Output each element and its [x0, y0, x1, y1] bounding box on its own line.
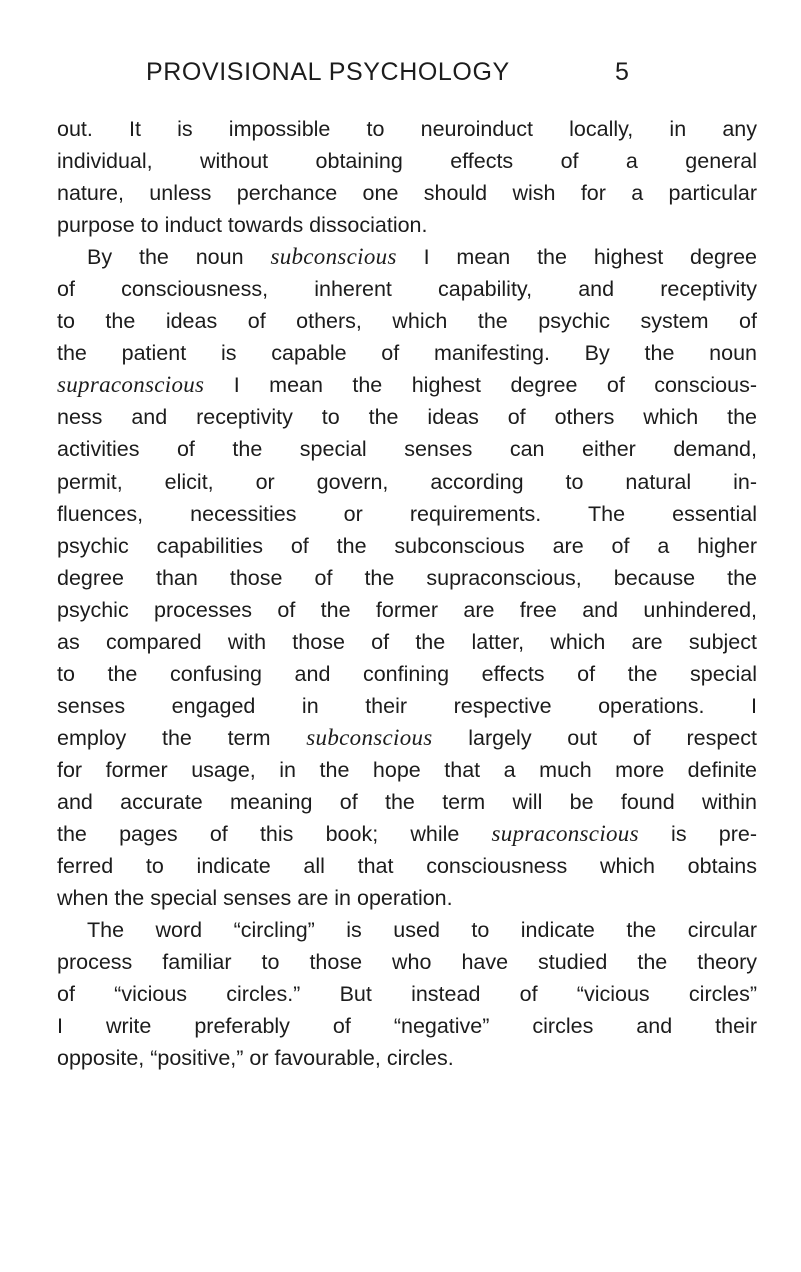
- text-line: [57, 978, 757, 1010]
- text-run: largely out of respect: [432, 725, 757, 750]
- text-line: [57, 466, 757, 498]
- text-run: degree than those of the supraconscious, because the: [57, 565, 757, 590]
- text-line: [57, 818, 757, 850]
- text-run: By the noun: [87, 245, 271, 270]
- italic-term: subconscious: [306, 724, 433, 750]
- text-run: fluences, necessities or requirements. The essential: [57, 501, 757, 526]
- text-line: [57, 882, 757, 914]
- text-run: I mean the highest degree of conscious-: [204, 373, 757, 398]
- text-run: is pre-: [638, 822, 757, 847]
- text-line: [57, 433, 757, 465]
- text-run: ness and receptivity to the ideas of others which the: [57, 405, 757, 430]
- page-number: 5: [615, 58, 630, 86]
- text-line: [57, 594, 757, 626]
- text-line: [57, 369, 757, 401]
- text-run: ferred to indicate all that consciousness which obtains: [57, 854, 757, 879]
- italic-term: subconscious: [270, 244, 397, 270]
- text-run: nature, unless perchance one should wish for a particular: [57, 181, 757, 206]
- text-run: process familiar to those who have studied the theory: [57, 950, 757, 975]
- text-run: The word “circling” is used to indicate the circular: [87, 918, 757, 943]
- text-line: [57, 690, 757, 722]
- text-line: [57, 1042, 757, 1074]
- text-run: to the confusing and confining effects of the special: [57, 661, 757, 686]
- text-line: [57, 209, 757, 241]
- text-run: the pages of this book; while: [57, 822, 492, 847]
- text-run: the patient is capable of manifesting. By the noun: [57, 341, 757, 366]
- text-line: [57, 914, 757, 946]
- text-run: I mean the highest degree: [396, 245, 757, 270]
- text-line: [57, 145, 757, 177]
- text-line: [57, 113, 757, 145]
- text-run: for former usage, in the hope that a much more definite: [57, 757, 757, 782]
- text-line: [57, 401, 757, 433]
- text-line: [57, 658, 757, 690]
- text-line: [57, 754, 757, 786]
- text-run: activities of the special senses can either demand,: [57, 437, 757, 462]
- text-line: [57, 722, 757, 754]
- text-run: employ the term: [57, 725, 307, 750]
- text-run: to the ideas of others, which the psychic system of: [57, 309, 757, 334]
- text-line: [57, 850, 757, 882]
- text-run: when the special senses are in operation.: [57, 886, 453, 911]
- text-line: [57, 241, 757, 273]
- text-line: [57, 530, 757, 562]
- text-run: opposite, “positive,” or favourable, circles.: [57, 1046, 454, 1071]
- text-line: [57, 273, 757, 305]
- italic-term: supraconscious: [491, 821, 639, 847]
- running-head-title: PROVISIONAL PSYCHOLOGY: [146, 58, 510, 86]
- text-run: of “vicious circles.” But instead of “vicious circles”: [57, 982, 757, 1007]
- text-line: [57, 337, 757, 369]
- text-line: [57, 946, 757, 978]
- text-line: [57, 626, 757, 658]
- text-run: as compared with those of the latter, which are subject: [57, 629, 757, 654]
- text-line: [57, 786, 757, 818]
- text-run: individual, without obtaining effects of a general: [57, 149, 757, 174]
- text-run: of consciousness, inherent capability, and receptivity: [57, 277, 757, 302]
- text-line: [57, 305, 757, 337]
- text-line: [57, 562, 757, 594]
- text-run: and accurate meaning of the term will be found within: [57, 789, 757, 814]
- running-head: [146, 58, 630, 98]
- text-run: psychic processes of the former are free and unhindered,: [57, 597, 757, 622]
- text-run: I write preferably of “negative” circles and their: [57, 1014, 757, 1039]
- text-run: purpose to induct towards dissociation.: [57, 213, 428, 238]
- text-run: out. It is impossible to neuroinduct locally, in any: [57, 117, 757, 141]
- text-run: senses engaged in their respective operations. I: [57, 693, 757, 718]
- text-line: [57, 177, 757, 209]
- italic-term: supraconscious: [57, 372, 205, 398]
- text-run: permit, elicit, or govern, according to natural in-: [57, 469, 757, 494]
- text-line: [57, 498, 757, 530]
- text-line: [57, 1010, 757, 1042]
- text-run: psychic capabilities of the subconscious are of a higher: [57, 533, 757, 558]
- body-text: [57, 113, 757, 1074]
